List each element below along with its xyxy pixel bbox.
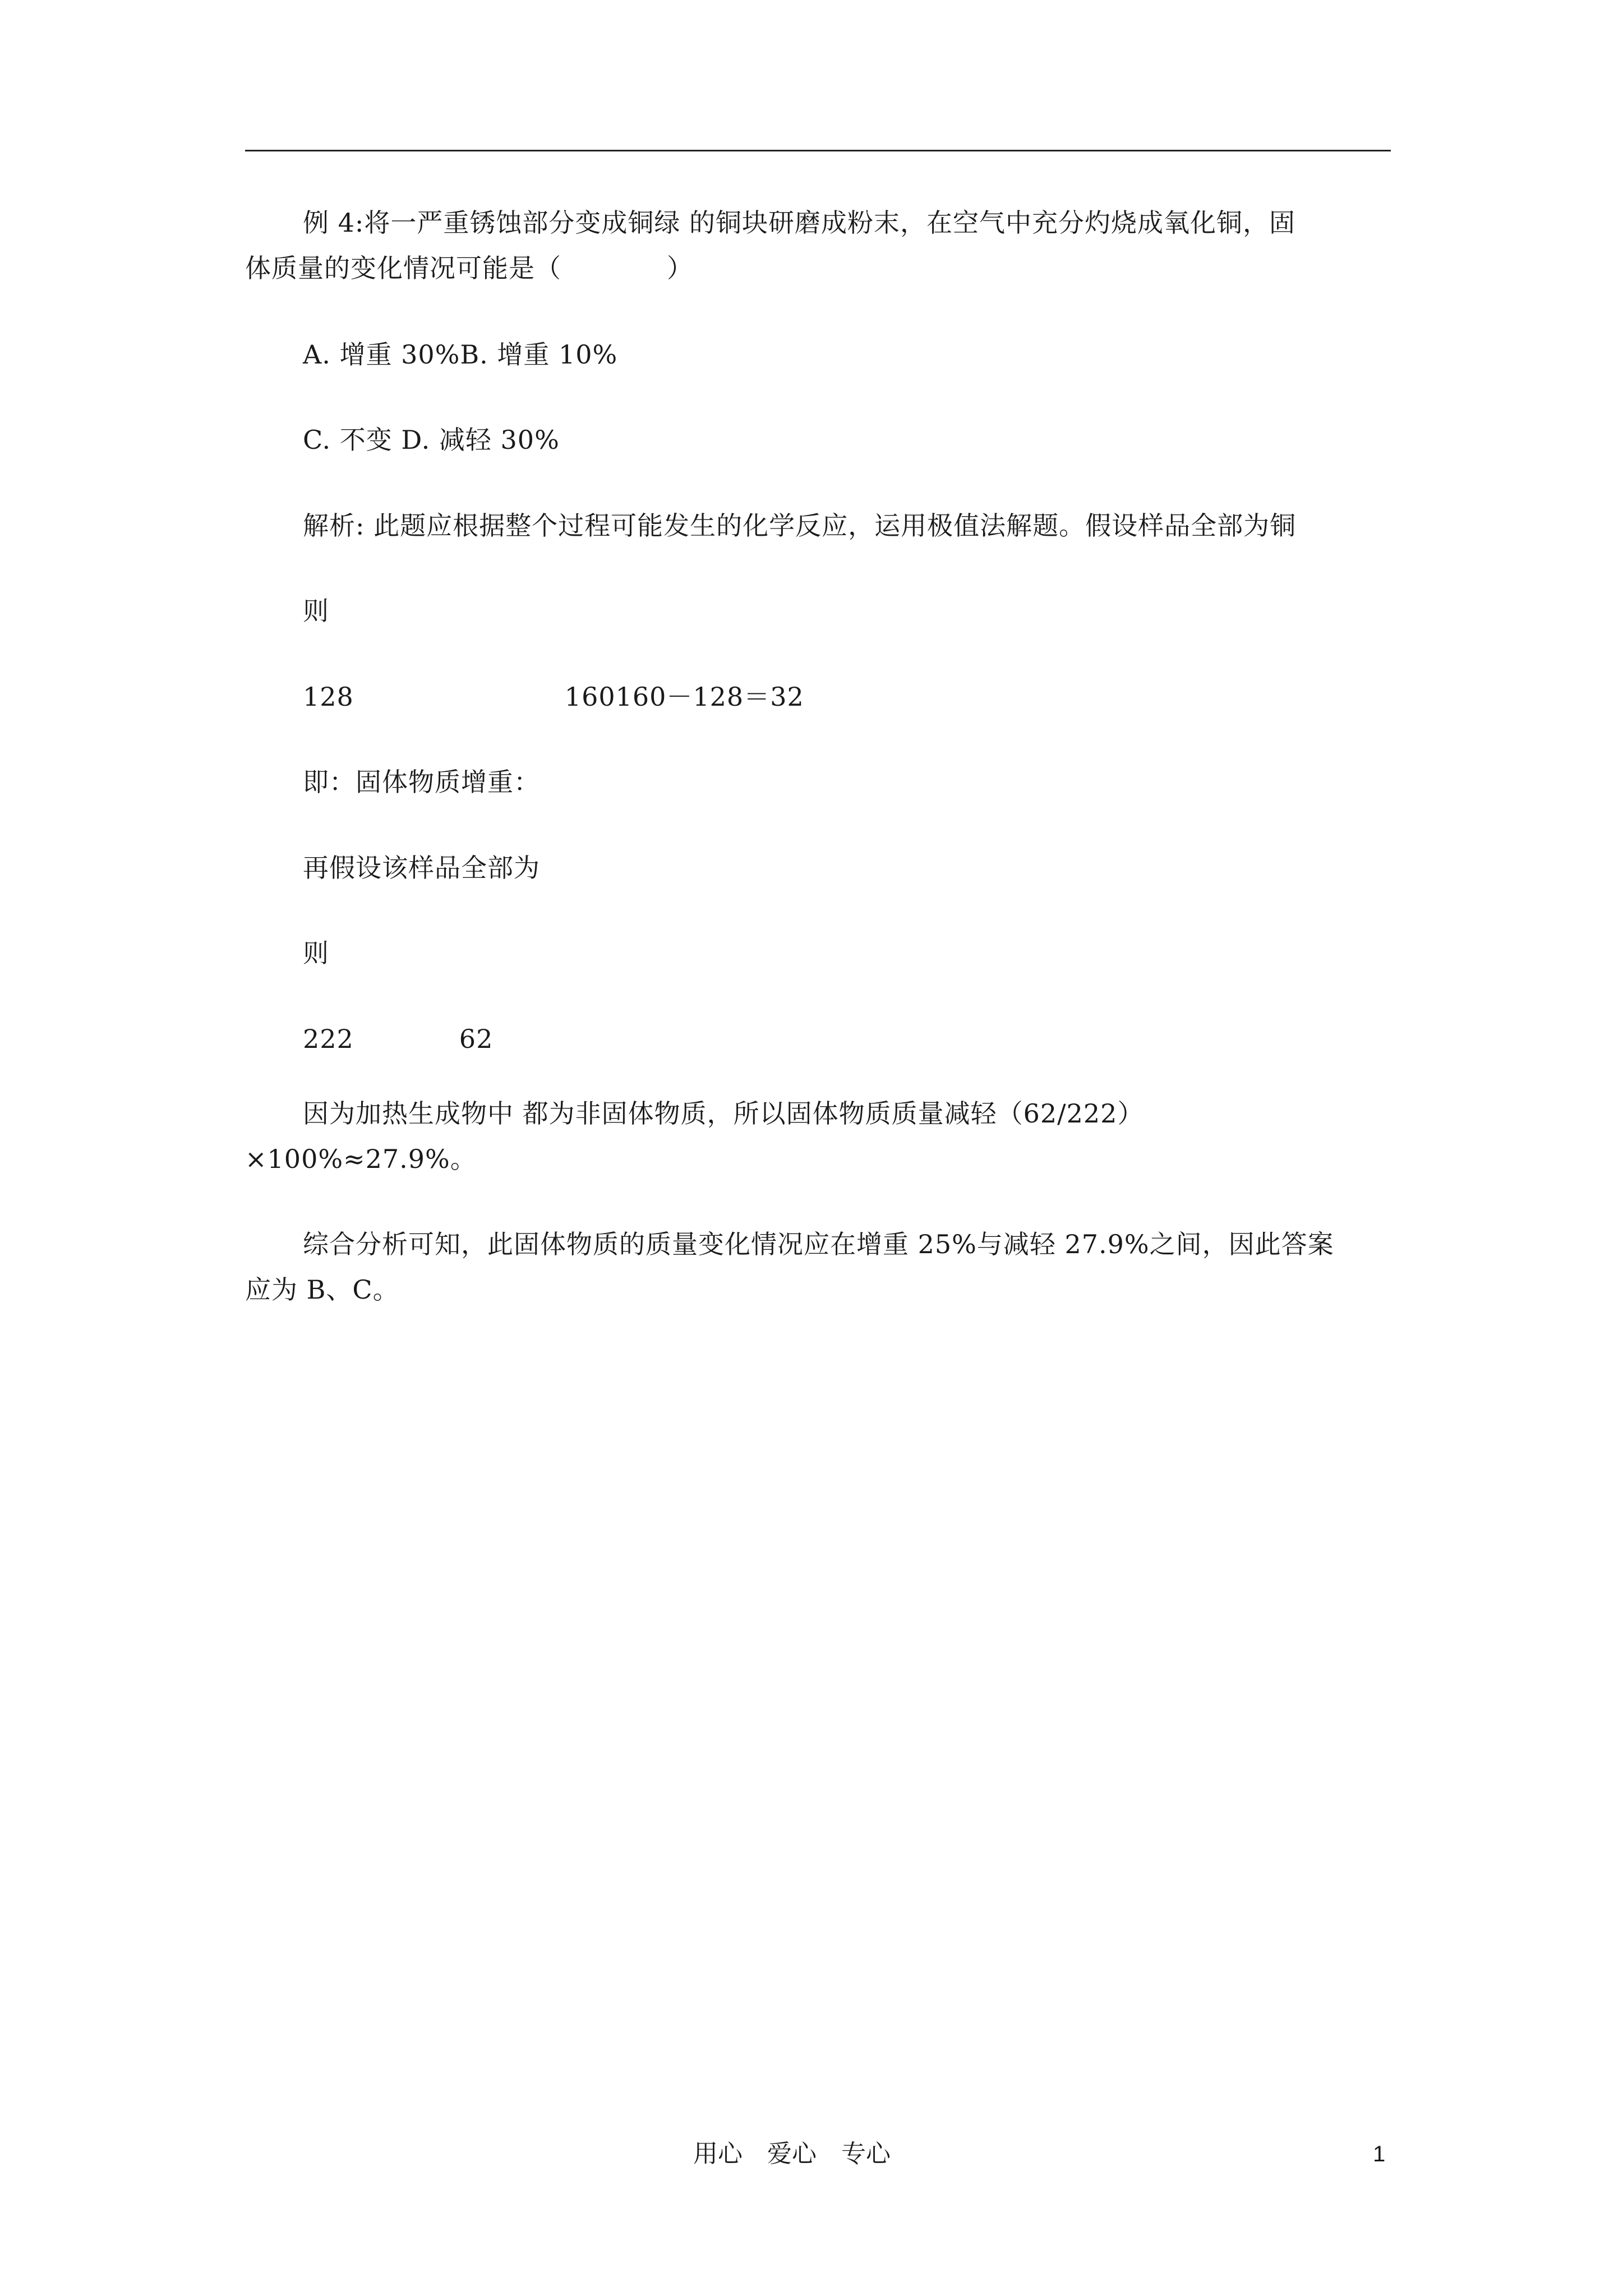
analysis-loss-line-1: 因为加热生成物中 都为非固体物质，所以固体物质质量减轻（62/222） — [303, 1098, 1144, 1129]
analysis-conclusion-line-2: 应为 B、C。 — [245, 1274, 399, 1305]
analysis-intro: 解析: 此题应根据整个过程可能发生的化学反应，运用极值法解题。假设样品全部为铜 — [303, 510, 1297, 541]
analysis-then-2: 则 — [303, 938, 329, 968]
page-number: 1 — [1373, 2142, 1386, 2166]
options-c-d: C. 不变 D. 减轻 30% — [303, 425, 560, 455]
analysis-calc-2: 222 62 — [303, 1024, 494, 1054]
analysis-calc-1: 128 160160－128＝32 — [303, 682, 804, 712]
analysis-conclusion-line-1: 综合分析可知，此固体物质的质量变化情况应在增重 25%与减轻 27.9%之间，因此答案 — [303, 1229, 1334, 1259]
analysis-loss-line-2: ×100%≈27.9%。 — [245, 1144, 477, 1174]
analysis-gain: 即：固体物质增重： — [303, 767, 540, 797]
analysis-then-1: 则 — [303, 596, 329, 626]
analysis-assume-2: 再假设该样品全部为 — [303, 853, 540, 883]
options-a-b: A. 增重 30%B. 增重 10% — [303, 339, 618, 370]
header-rule — [245, 150, 1391, 151]
footer-motto: 用心 爱心 专心 — [693, 2139, 891, 2168]
question-line-2: 体质量的变化情况可能是（ ） — [245, 253, 693, 283]
question-line-1: 例 4:将一严重锈蚀部分变成铜绿 的铜块研磨成粉末，在空气中充分灼烧成氧化铜，固 — [303, 208, 1296, 238]
